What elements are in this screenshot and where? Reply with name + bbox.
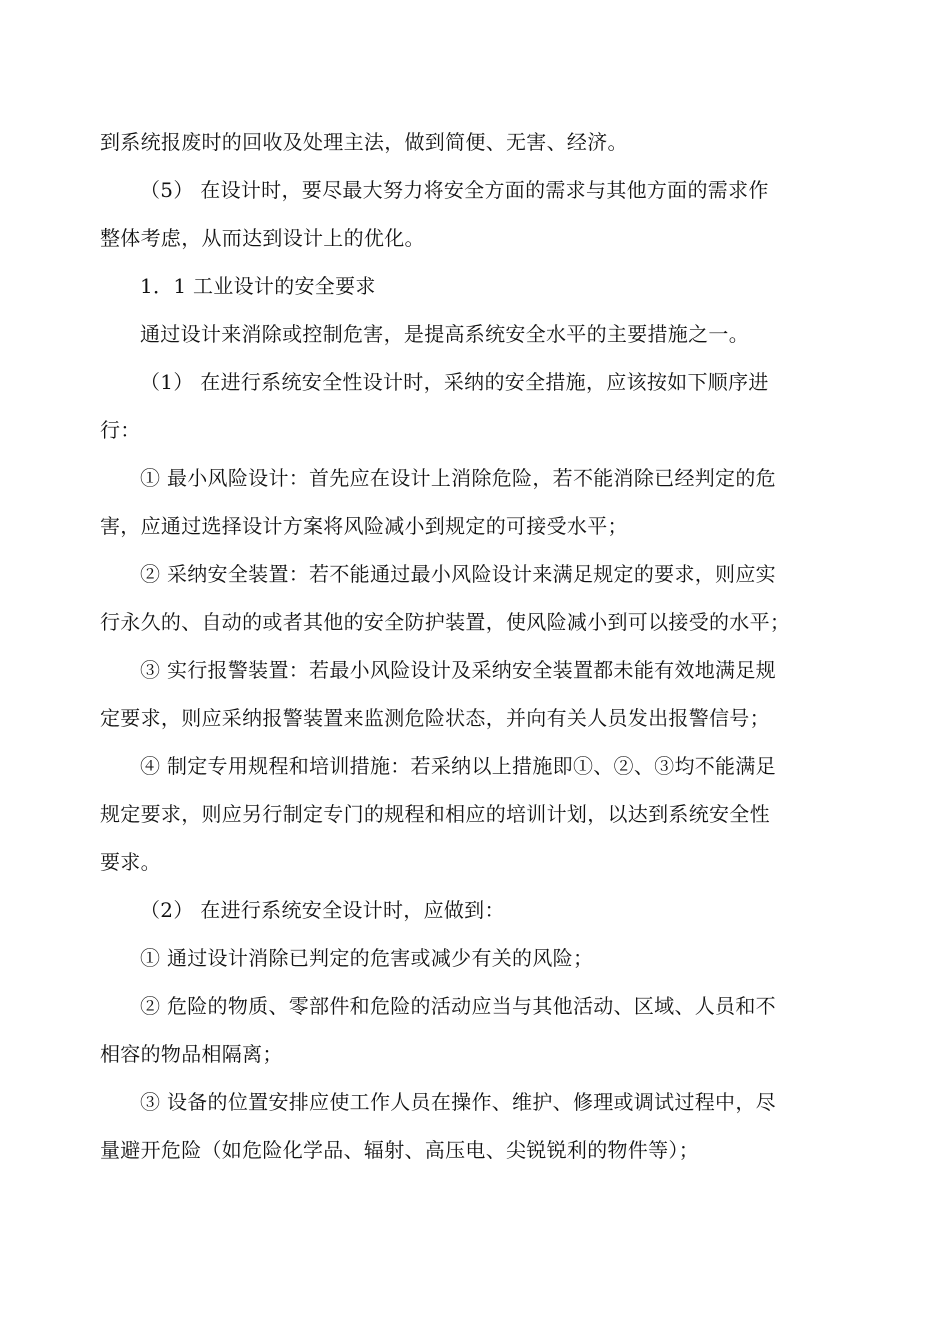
paragraph-line: 整体考虑，从而达到设计上的优化。 [100, 226, 425, 250]
paragraph-line: 规定要求，则应另行制定专门的规程和相应的培训计划，以达到系统安全性 [100, 802, 770, 826]
document-body [100, 118, 850, 1174]
paragraph-line: 到系统报废时的回收及处理主法，做到简便、无害、经济。 [100, 130, 628, 154]
paragraph-line: 害，应通过选择设计方案将风险减小到规定的可接受水平； [100, 514, 628, 538]
paragraph-line: 相容的物品相隔离； [100, 1042, 283, 1066]
paragraph-line: ① 通过设计消除已判定的危害或减少有关的风险； [140, 946, 594, 970]
paragraph-line: 要求。 [100, 850, 161, 874]
paragraph-line: ① 最小风险设计：首先应在设计上消除危险，若不能消除已经判定的危 [140, 466, 776, 490]
paragraph-line: ② 危险的物质、零部件和危险的活动应当与其他活动、区域、人员和不 [140, 994, 776, 1018]
section-heading: 1．1 工业设计的安全要求 [140, 274, 376, 298]
paragraph-line: ② 采纳安全装置：若不能通过最小风险设计来满足规定的要求，则应实 [140, 562, 776, 586]
paragraph-line: （1） 在进行系统安全性设计时，采纳的安全措施，应该按如下顺序进 [140, 370, 769, 394]
paragraph-line: 量避开危险（如危险化学品、辐射、高压电、尖锐锐利的物件等）； [100, 1138, 699, 1162]
paragraph-line: （2） 在进行系统安全设计时，应做到： [140, 898, 505, 922]
paragraph-line: 行永久的、自动的或者其他的安全防护装置，使风险减小到可以接受的水平； [100, 610, 791, 634]
paragraph-line: 通过设计来消除或控制危害，是提高系统安全水平的主要措施之一。 [140, 322, 749, 346]
paragraph-line: ④ 制定专用规程和培训措施：若采纳以上措施即①、②、③均不能满足 [140, 754, 776, 778]
paragraph-line: 行： [100, 418, 141, 442]
paragraph-line: ③ 设备的位置安排应使工作人员在操作、维护、修理或调试过程中，尽 [140, 1090, 776, 1114]
paragraph-line: ③ 实行报警装置：若最小风险设计及采纳安全装置都未能有效地满足规 [140, 658, 776, 682]
paragraph-line: （5） 在设计时，要尽最大努力将安全方面的需求与其他方面的需求作 [140, 178, 769, 202]
paragraph-line: 定要求，则应采纳报警装置来监测危险状态，并向有关人员发出报警信号； [100, 706, 770, 730]
